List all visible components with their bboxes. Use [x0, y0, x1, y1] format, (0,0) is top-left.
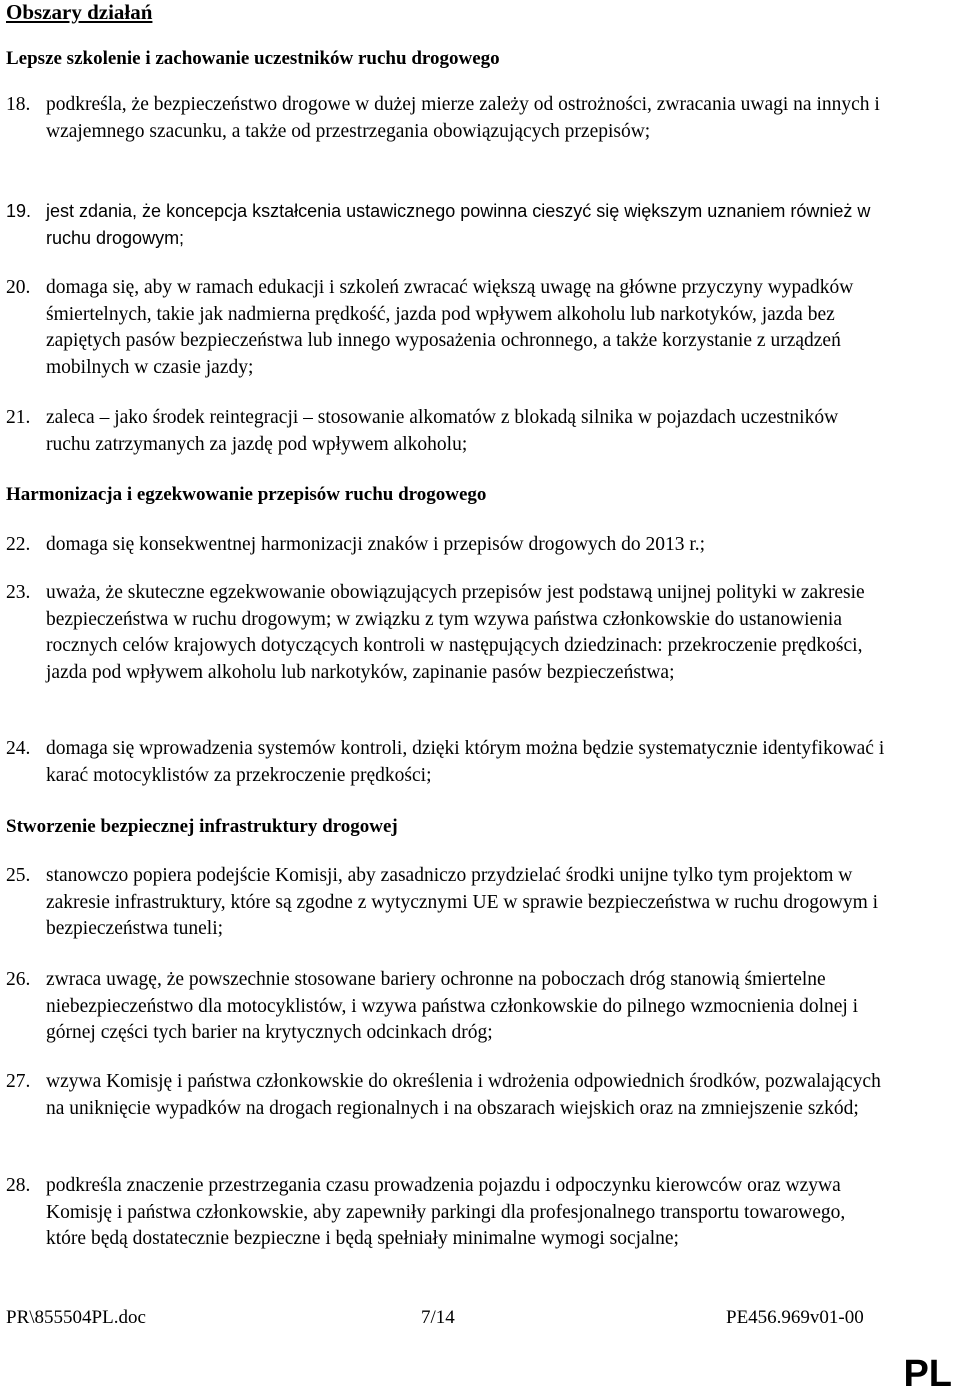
footer-pe-reference: PE456.969v01-00 [726, 1307, 864, 1328]
paragraph-number: 22. [6, 534, 31, 555]
paragraph-19 [6, 198, 886, 251]
paragraph-number: 20. [6, 277, 31, 298]
paragraph-number: 21. [6, 407, 31, 428]
paragraph-25 [6, 863, 886, 943]
section-heading-infrastructure: Stworzenie bezpiecznej infrastruktury drogowej [6, 816, 398, 837]
paragraph-text: zaleca – jako środek reintegracji – stosowanie alkomatów z blokadą silnika w pojazdach uczestników ruchu zatrzymanych za jazdę pod wpływem alkoholu; [46, 407, 839, 455]
paragraph-number: 27. [6, 1071, 31, 1092]
paragraph-number: 25. [6, 865, 31, 886]
paragraph-number: 24. [6, 738, 31, 759]
paragraph-number: 23. [6, 582, 31, 603]
paragraph-22 [6, 532, 886, 559]
paragraph-21 [6, 405, 886, 458]
paragraph-text: domaga się konsekwentnej harmonizacji znaków i przepisów drogowych do 2013 r.; [46, 534, 706, 555]
section-heading-harmonization: Harmonizacja i egzekwowanie przepisów ruchu drogowego [6, 484, 487, 505]
paragraph-number: 19. [6, 201, 32, 221]
paragraph-text: wzywa Komisję i państwa członkowskie do określenia i wdrożenia odpowiednich środków, pozwalających na uniknięcie wypadków na drogach regionalnych i na obszarach wiejskich oraz na zmniejszenie szkód; [46, 1071, 881, 1119]
page-title: Obszary działań [6, 0, 153, 24]
paragraph-text: stanowczo popiera podejście Komisji, aby zasadniczo przydzielać środki unijne tylko tym projektom w zakresie infrastruktury, które są zgodne z wytycznymi UE w sprawie bezpieczeństwa w ruchu drogowym i bezpieczeństwa tuneli; [46, 865, 879, 939]
paragraph-24 [6, 736, 886, 789]
paragraph-text: uważa, że skuteczne egzekwowanie obowiązujących przepisów jest podstawą unijnej polityki w zakresie bezpieczeństwa w ruchu drogowym; w związku z tym wzywa państwa członkowskie do ustanowienia rocznych celów krajowych dotyczących kontroli w następujących dziedzinach: przekroczenie prędkości, jazda pod wpływem alkoholu lub narkotyków, zapinanie pasów bezpieczeństwa; [46, 582, 865, 683]
paragraph-text: podkreśla, że bezpieczeństwo drogowe w dużej mierze zależy od ostrożności, zwracania uwagi na innych i wzajemnego szacunku, a także od przestrzegania obowiązujących przepisów; [46, 94, 880, 142]
footer-page-number: 7/14 [421, 1307, 455, 1328]
paragraph-text: domaga się wprowadzenia systemów kontroli, dzięki którym można będzie systematycznie identyfikować i karać motocyklistów za przekroczenie prędkości; [46, 738, 885, 786]
paragraph-text: podkreśla znaczenie przestrzegania czasu prowadzenia pojazdu i odpoczynku kierowców oraz wzywa Komisję i państwa członkowskie, aby zapewniły parkingi dla profesjonalnego transportu towarowego, które będą dostatecznie bezpieczne i będą spełniały minimalne wymogi socjalne; [46, 1175, 846, 1249]
paragraph-18 [6, 92, 886, 145]
paragraph-23 [6, 580, 886, 686]
paragraph-27 [6, 1069, 886, 1122]
paragraph-26 [6, 967, 886, 1047]
language-code: PL [903, 1353, 952, 1395]
section-heading-training: Lepsze szkolenie i zachowanie uczestników ruchu drogowego [6, 48, 500, 69]
paragraph-number: 26. [6, 969, 31, 990]
paragraph-20 [6, 275, 886, 381]
paragraph-text: jest zdania, że koncepcja kształcenia ustawicznego powinna cieszyć się większym uznaniem również w ruchu drogowym; [46, 201, 871, 248]
paragraph-number: 28. [6, 1175, 31, 1196]
paragraph-28 [6, 1173, 886, 1253]
paragraph-text: zwraca uwagę, że powszechnie stosowane bariery ochronne na poboczach dróg stanowią śmiertelne niebezpieczeństwo dla motocyklistów, i wzywa państwa członkowskie do pilnego wzmocnienia dolnej i górnej części tych barier na krytycznych odcinkach dróg; [46, 969, 859, 1043]
paragraph-number: 18. [6, 94, 31, 115]
footer-doc-reference: PR\855504PL.doc [6, 1307, 146, 1328]
paragraph-text: domaga się, aby w ramach edukacji i szkoleń zwracać większą uwagę na główne przyczyny wypadków śmiertelnych, takie jak nadmierna prędkość, jazda pod wpływem alkoholu lub narkotyków, jazda bez zapiętych pasów bezpieczeństwa lub innego wyposażenia ochronnego, a także korzystanie z urządzeń mobilnych w czasie jazdy; [46, 277, 854, 378]
